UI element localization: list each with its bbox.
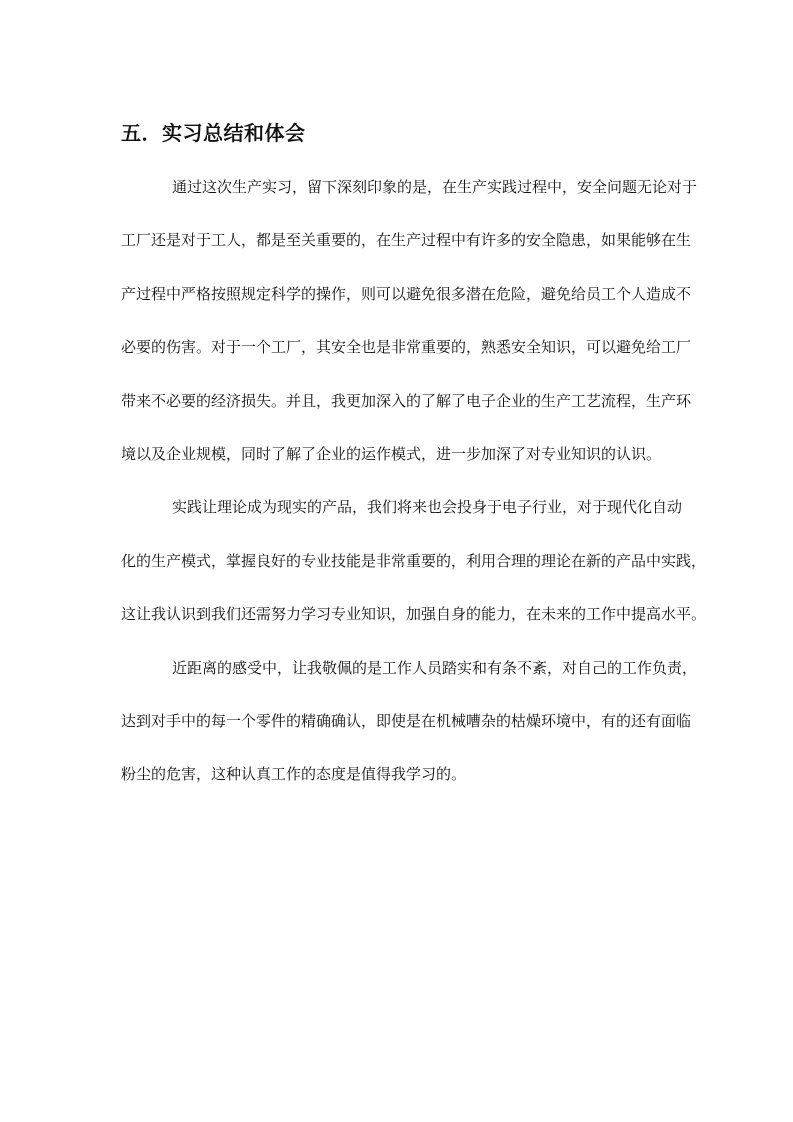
paragraph-line: 工厂还是对于工人，都是至关重要的，在生产过程中有许多的安全隐患，如果能够在生	[121, 231, 692, 249]
paragraph-line: 粉尘的危害，这种认真工作的态度是值得我学习的。	[121, 765, 467, 783]
paragraph-line: 近距离的感受中，让我敬佩的是工作人员踏实和有条不紊，对自己的工作负责，	[172, 659, 698, 677]
paragraph-line: 境以及企业规模，同时了解了企业的运作模式，进一步加深了对专业知识的认识。	[121, 445, 662, 463]
paragraph-line: 必要的伤害。对于一个工厂，其安全也是非常重要的，熟悉安全知识，可以避免给工厂	[121, 338, 692, 356]
paragraph-line: 产过程中严格按照规定科学的操作，则可以避免很多潜在危险，避免给员工个人造成不	[121, 285, 692, 303]
paragraph-line: 带来不必要的经济损失。并且，我更加深入的了解了电子企业的生产工艺流程，生产环	[121, 392, 692, 410]
paragraph-line: 化的生产模式，掌握良好的专业技能是非常重要的，利用合理的理论在新的产品中实践，	[121, 552, 707, 570]
section-title: 五．实习总结和体会	[121, 121, 306, 145]
paragraph-line: 达到对手中的每一个零件的精确确认，即使是在机械嘈杂的枯燥环境中，有的还有面临	[121, 712, 692, 730]
paragraph-line: 通过这次生产实习，留下深刻印象的是，在生产实践过程中，安全问题无论对于	[172, 178, 698, 196]
paragraph-line: 这让我认识到我们还需努力学习专业知识，加强自身的能力，在未来的工作中提高水平。	[121, 605, 707, 623]
paragraph-line: 实践让理论成为现实的产品，我们将来也会投身于电子行业，对于现代化自动	[172, 498, 683, 516]
